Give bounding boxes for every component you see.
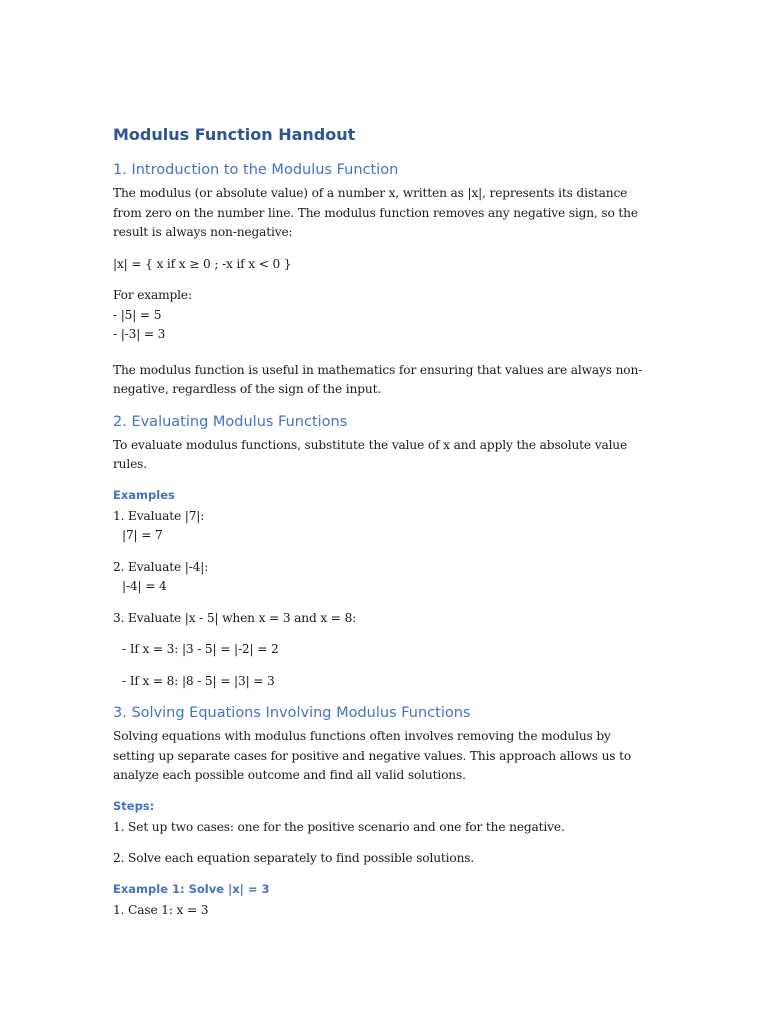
evaluating-intro: To evaluate modulus functions, substitute the value of x and apply the absolute value rules. <box>113 437 628 471</box>
step-item: 2. Solve each equation separately to find possible solutions. <box>113 851 475 865</box>
section-heading-evaluating: 2. Evaluating Modulus Functions <box>113 413 348 430</box>
document-page <box>113 124 653 920</box>
example-question: 3. Evaluate |x - 5| when x = 3 and x = 8: <box>113 610 357 625</box>
section-heading-introduction: 1. Introduction to the Modulus Function <box>113 162 399 178</box>
examples-subheading: Examples <box>113 487 175 502</box>
intro-paragraph: The modulus (or absolute value) of a number x, written as |x|, represents its distance from zero on the number line. The modulus function removes any negative sign, so the result is always non-negative: <box>113 186 638 239</box>
steps-subheading: Steps: <box>113 798 155 813</box>
step-item: 1. Set up two cases: one for the positive scenario and one for the negative. <box>113 819 565 834</box>
example-item: - |-3| = 3 <box>113 327 166 341</box>
solving-intro: Solving equations with modulus functions often involves removing the modulus by setting up separate cases for positive and negative values. This approach allows us to analyze each possible outcome and find all valid solutions. <box>113 729 632 782</box>
case-item: 1. Case 1: x = 3 <box>113 902 209 917</box>
modulus-definition: |x| = { x if x ≥ 0 ; -x if x < 0 } <box>113 256 292 271</box>
document-title: Modulus Function Handout <box>113 125 356 144</box>
for-example-label: For example: <box>113 288 192 302</box>
closing-paragraph: The modulus function is useful in mathematics for ensuring that values are always non-negative, regardless of the sign of the input. <box>113 362 643 396</box>
example-question: 1. Evaluate |7|: <box>113 508 205 523</box>
example-answer: |7| = 7 <box>122 528 163 542</box>
example-subheading: Example 1: Solve |x| = 3 <box>113 881 270 896</box>
example-answer: - If x = 8: |8 - 5| = |3| = 3 <box>122 673 275 688</box>
example-answer: - If x = 3: |3 - 5| = |-2| = 2 <box>122 642 279 656</box>
example-answer: |-4| = 4 <box>122 579 167 593</box>
example-question: 2. Evaluate |-4|: <box>113 559 209 574</box>
example-item: - |5| = 5 <box>113 307 162 322</box>
section-heading-solving: 3. Solving Equations Involving Modulus Functions <box>113 705 471 721</box>
